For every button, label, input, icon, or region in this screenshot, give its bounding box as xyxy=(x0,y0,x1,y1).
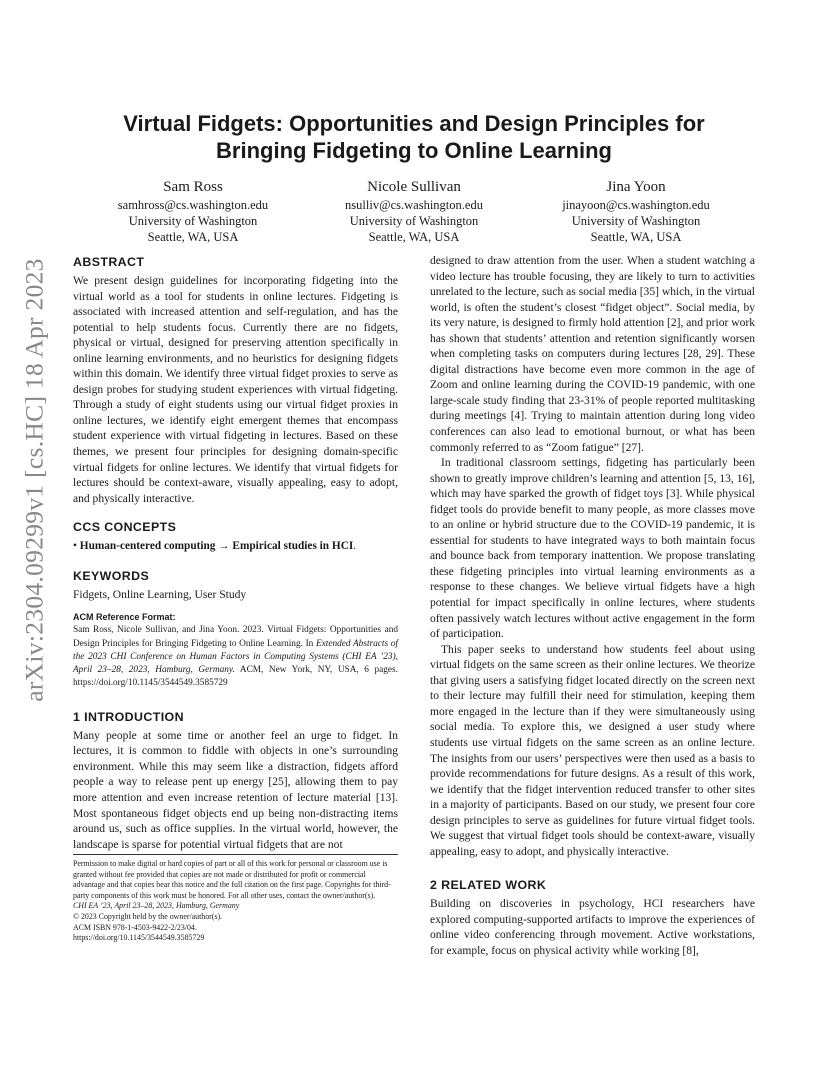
footnote-venue: CHI EA ’23, April 23–28, 2023, Hamburg, Germany xyxy=(73,901,240,911)
ccs-arrow: → xyxy=(218,540,230,553)
acm-reference-venue: Extended Abstracts of the 2023 CHI Conference on Human Factors in Computing Systems (CHI EA ’23), April 23–28, 2023, Hamburg, Germany. xyxy=(73,638,398,676)
related-work-paragraph: Building on discoveries in psychology, HCI researchers have explored computing-supported artifacts to improve the experiences of online video conferencing through movement. Active workstations, for example, focus on physical activity while working [8], xyxy=(430,898,755,957)
acm-reference-doi[interactable]: ACM, New York, NY, USA, 6 pages. https://doi.org/10.1145/3544549.3585729 xyxy=(73,665,398,689)
keywords-heading: KEYWORDS xyxy=(73,568,150,583)
author-location: Seattle, WA, USA xyxy=(368,230,460,245)
author-block xyxy=(526,178,746,246)
acm-reference-authors: Sam Ross, Nicole Sullivan, and Jina Yoon. 2023. Virtual Fidgets: Opportunities and Design Principles for Bringing Fidgeting to Online Learning. In xyxy=(73,625,398,649)
author-block xyxy=(304,178,524,246)
acm-reference-text xyxy=(73,624,398,690)
ccs-subterm: Empirical studies in HCI xyxy=(232,540,354,553)
footnote xyxy=(73,854,398,944)
abstract-heading: ABSTRACT xyxy=(73,255,145,269)
introduction-paragraph: Many people at some time or another feel an urge to fidget. In lectures, it is common to fiddle with objects in one’s surrounding environment. While this may seem like a distraction, fidgets afford people a way to release pent up energy [25], allowing them to pay more attention and even increase retention of lecture material [13]. Most spontaneous fidget objects end up being non-distracting items around us, such as office supplies. In the virtual world, however, the landscape is sparse for potential virtual fidgets that are not xyxy=(73,729,398,851)
title-line: Virtual Fidgets: Opportunities and Design Principles for xyxy=(123,111,705,136)
abstract-text: We present design guidelines for incorporating fidgeting into the virtual world as a tool for students in online lectures. Fidgeting is associated with increased attention and self-regulation, and has the potential to help students focus. Currently there are no fidgets, physical or virtual, designed for preserving attention specifically in online learning environments, and no heuristics for designing fidgets within this domain. We identify three virtual fidget proxies to serve as design probes for studying student experiences with virtual fidgeting. Through a study of eight students using our virtual fidget proxies in online lectures, we identify eight emergent themes that encompass student experience with virtual fidgeting in lectures. Based on these themes, we present four principles for designing domain-specific virtual fidgets for online lectures. We identify that virtual fidgets for lectures should be context-aware, visually appealing, easy to adopt, and physically interactive. xyxy=(73,275,398,505)
title-line: Bringing Fidgeting to Online Learning xyxy=(216,138,612,163)
left-column xyxy=(73,254,398,853)
footnote-permission: Permission to make digital or hard copies of part or all of this work for personal or classroom use is granted without fee provided that copies are not made or distributed for profit or commercial advantage and that copies bear this notice and the full citation on the first page. Copyrights for third-party components of this work must be honored. For all other uses, contact the owner/author(s). xyxy=(73,859,391,900)
ccs-concepts xyxy=(73,539,398,555)
keywords-text: Fidgets, Online Learning, User Study xyxy=(73,588,247,601)
acm-reference-heading: ACM Reference Format: xyxy=(73,612,176,623)
introduction-paragraph: This paper seeks to understand how students feel about using virtual fidgets on the same screen as their online lectures. We theorize that giving users a satisfying fidget located directly on the screen next to their lecture may fulfill their need for stimulation, keeping them more engaged in the lecture than if they were simultaneously using social media. To explore this, we designed a user study where students use virtual fidgets on the same screen as an online lecture. The insights from our users’ perspectives were then used as a basis to provide recommendations for future designs. As a result of this work, we identify that the fidget intervention reduced transfer to other sites in a majority of participants. Based on our study, we present four core design principles to serve as guidelines for future virtual fidget tools. We suggest that virtual fidget tools should be context-aware, visually appealing, easy to adopt, and physically interactive. xyxy=(430,643,755,858)
footnote-doi[interactable]: https://doi.org/10.1145/3544549.3585729 xyxy=(73,933,205,943)
author-email[interactable]: nsulliv@cs.washington.edu xyxy=(345,198,483,212)
introduction-heading: 1 INTRODUCTION xyxy=(73,709,184,724)
author-affiliation: University of Washington xyxy=(571,214,701,229)
ccs-heading: CCS CONCEPTS xyxy=(73,520,177,535)
related-work-heading: 2 RELATED WORK xyxy=(430,878,547,893)
right-column xyxy=(430,254,755,960)
footnote-copyright: © 2023 Copyright held by the owner/author(s). xyxy=(73,911,223,921)
ccs-term: Human-centered computing xyxy=(79,540,216,553)
author-name: Sam Ross xyxy=(163,179,223,195)
paper-title xyxy=(80,110,748,164)
author-affiliation: University of Washington xyxy=(128,214,258,229)
author-location: Seattle, WA, USA xyxy=(147,230,239,245)
author-name: Nicole Sullivan xyxy=(367,179,461,195)
author-email[interactable]: samhross@cs.washington.edu xyxy=(117,198,269,212)
author-name: Jina Yoon xyxy=(606,179,666,195)
introduction-paragraph: designed to draw attention from the user. When a student watching a video lecture has trouble focusing, they are likely to turn to activities unrelated to the lecture, such as social media [35] which, in the virtual world, is often the student’s closest “fidget object”. Social media, by its very nature, is designed to firmly hold attention [2], and prior work has shown that students’ attention and retention significantly worsen when completing tasks on computers during lectures [28, 29]. These digital distractions have become even more common in the age of Zoom and online learning during the COVID-19 pandemic, with one large-scale study finding that 23-31% of people reported multitasking during meetings [4]. Trying to maintain attention during long video conferences can also lead to emotional burnout, or what has been commonly referred to as “Zoom fatigue” [27]. xyxy=(430,255,755,454)
introduction-paragraph: In traditional classroom settings, fidgeting has particularly been shown to greatly improve children’s learning and attention [5, 13, 16], which may have sparked the growth of fidget toys [3]. While physical fidget tools do provide benefit to many people, as more classes move to an online or hybrid structure due to the COVID-19 pandemic, it is essential for students to have integrated ways to both maintain focus and bounce back from temporary inattention. We propose translating these fidgeting principles into virtual learning environments as a response to these changes. We believe virtual fidgets have a high potential for impact specifically in online lectures, where students often passively watch lectures without active engagement in the form of participation. xyxy=(430,457,755,641)
arxiv-stamp xyxy=(14,258,56,702)
author-affiliation: University of Washington xyxy=(349,214,479,229)
ccs-bullet: • xyxy=(73,540,77,553)
ccs-end: . xyxy=(353,540,357,553)
author-location: Seattle, WA, USA xyxy=(590,230,682,245)
author-email[interactable]: jinayoon@cs.washington.edu xyxy=(562,198,710,212)
footnote-isbn: ACM ISBN 978-1-4503-9422-2/23/04. xyxy=(73,922,197,932)
acm-reference xyxy=(73,611,398,690)
author-block xyxy=(83,178,303,246)
arxiv-id: arXiv:2304.09299v1 [cs.HC] 18 Apr 2023 xyxy=(20,258,50,702)
